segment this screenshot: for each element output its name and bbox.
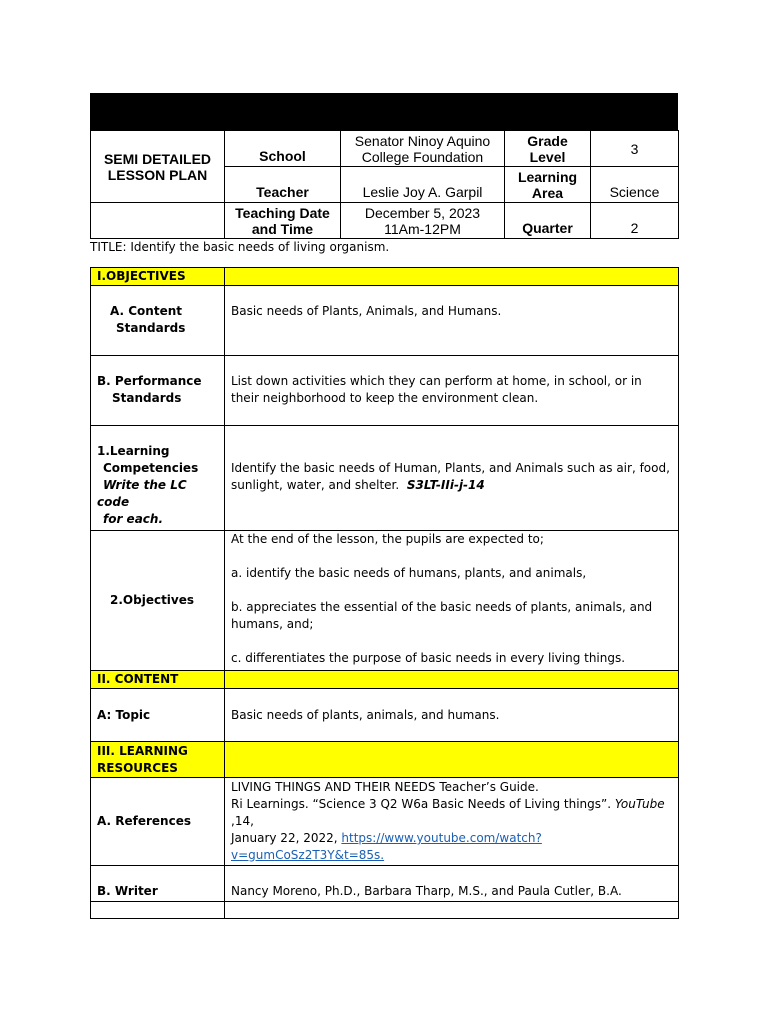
- objectives-value: [225, 531, 679, 671]
- plan-title-cell: [91, 131, 225, 203]
- area-value: Science: [591, 167, 679, 203]
- references-line2-tail: ,14,: [231, 814, 254, 828]
- quarter-label: Quarter: [505, 203, 591, 239]
- objective-a: a. identify the basic needs of humans, plants, and animals,: [231, 566, 587, 580]
- date-label-line1: Teaching Date: [235, 204, 330, 221]
- content-standards-label-2: Standards: [116, 321, 186, 335]
- content-header: II. CONTENT: [91, 671, 225, 689]
- content-standards-label-1: A. Content: [110, 304, 182, 318]
- objective-b: b. appreciates the essential of the basic needs of plants, animals, and humans, and;: [231, 600, 653, 631]
- teacher-label: Teacher: [225, 167, 341, 203]
- lc-code: S3LT-IIi-j-14: [406, 478, 485, 492]
- date-value-line2: 11Am-12PM: [384, 220, 461, 237]
- blank-row-right: [225, 902, 679, 919]
- plan-title-line2: LESSON PLAN: [107, 166, 208, 183]
- objectives-header-fill: [225, 268, 679, 286]
- lesson-info-table: [90, 130, 679, 239]
- grade-label: [505, 131, 591, 167]
- objectives-intro: At the end of the lesson, the pupils are expected to;: [231, 532, 544, 546]
- plan-title-line1: SEMI DETAILED: [103, 150, 212, 167]
- objectives-header: I.OBJECTIVES: [91, 268, 225, 286]
- grade-label-line2: Level: [529, 148, 566, 165]
- content-standards-label: [91, 286, 225, 356]
- writer-label: B. Writer: [91, 866, 225, 902]
- competencies-label-2: Competencies: [103, 461, 199, 475]
- performance-standards-value: List down activities which they can perform at home, in school, or in their neighborhood to keep the environment clean.: [225, 356, 679, 426]
- teacher-value: Leslie Joy A. Garpil: [341, 167, 505, 203]
- grade-value: 3: [591, 131, 679, 167]
- school-value: [341, 131, 505, 167]
- grade-label-line1: Grade: [527, 132, 568, 149]
- references-date: January 22, 2022,: [231, 831, 338, 845]
- references-line1: LIVING THINGS AND THEIR NEEDS Teacher’s Guide.: [231, 780, 539, 794]
- empty-cell: [91, 203, 225, 239]
- resources-header-2: RESOURCES: [97, 760, 178, 775]
- competencies-label: [91, 426, 225, 531]
- area-label-line1: Learning: [517, 168, 578, 185]
- date-value-line1: December 5, 2023: [364, 204, 481, 221]
- school-label: School: [225, 131, 341, 167]
- references-value: [225, 778, 679, 866]
- references-youtube: YouTube: [614, 797, 665, 811]
- school-value-line1: Senator Ninoy Aquino: [354, 132, 491, 149]
- writer-value: Nancy Moreno, Ph.D., Barbara Tharp, M.S., and Paula Cutler, B.A.: [225, 866, 679, 902]
- references-line2-text: Ri Learnings. “Science 3 Q2 W6a Basic Needs of Living things”.: [231, 797, 612, 811]
- resources-header-1: III. LEARNING: [97, 743, 188, 758]
- references-label: A. References: [91, 778, 225, 866]
- topic-value: Basic needs of plants, animals, and humans.: [225, 689, 679, 742]
- topic-label: A: Topic: [91, 689, 225, 742]
- competencies-label-1: 1.Learning: [97, 444, 170, 458]
- date-label-line2: and Time: [251, 220, 314, 237]
- youtube-link[interactable]: https://www.youtube.com/watch?v=gumCoSz2T3Y&t=85s.: [231, 831, 542, 862]
- objective-c: c. differentiates the purpose of basic needs in every living things.: [231, 651, 626, 665]
- date-value: [341, 203, 505, 239]
- lesson-title: TITLE: Identify the basic needs of living organism.: [90, 240, 390, 254]
- performance-label-2: Standards: [112, 391, 182, 405]
- performance-standards-label: [91, 356, 225, 426]
- content-header-fill: [225, 671, 679, 689]
- references-line3: [231, 830, 672, 864]
- content-standards-value: Basic needs of Plants, Animals, and Humans.: [225, 286, 679, 356]
- quarter-value: 2: [591, 203, 679, 239]
- blank-row-left: [91, 902, 225, 919]
- resources-header: [91, 742, 225, 778]
- competencies-value: [225, 426, 679, 531]
- date-label: [225, 203, 341, 239]
- school-value-line2: College Foundation: [361, 148, 484, 165]
- performance-label-1: B. Performance: [97, 374, 202, 388]
- area-label: [505, 167, 591, 203]
- references-line2: [231, 796, 672, 830]
- competencies-label-3: Write the LC code: [97, 478, 187, 509]
- competencies-label-4: for each.: [103, 512, 164, 526]
- header-black-bar: [90, 93, 678, 130]
- area-label-line2: Area: [531, 184, 564, 201]
- competencies-text: Identify the basic needs of Human, Plants, and Animals such as air, food, sunlight, water, and shelter.: [231, 461, 670, 492]
- objectives-label: 2.Objectives: [91, 531, 225, 671]
- lesson-content-table: [90, 267, 679, 919]
- resources-header-fill: [225, 742, 679, 778]
